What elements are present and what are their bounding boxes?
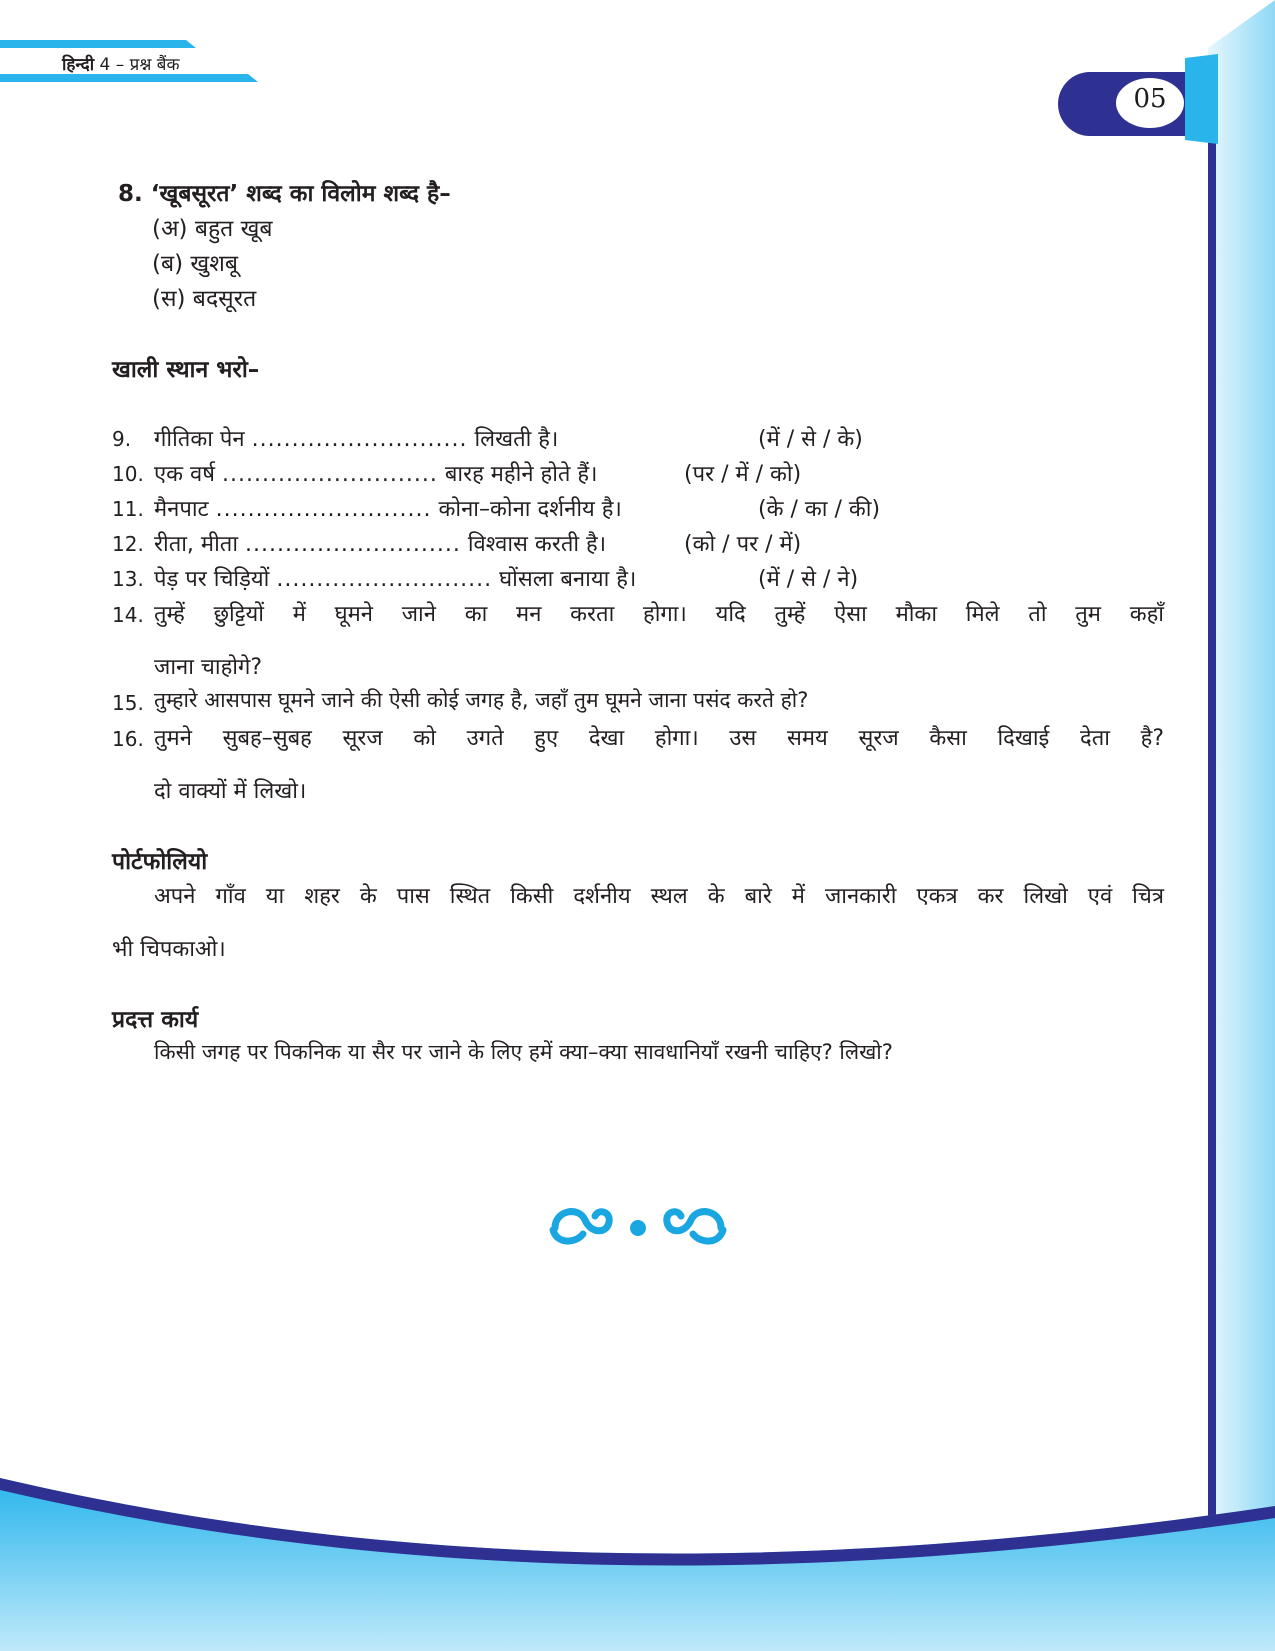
- header-book: प्रश्न बैंक: [129, 55, 180, 75]
- assignment-heading: प्रदत्त कार्य: [112, 1007, 199, 1033]
- fill-blank-sentence: पेड़ पर चिड़ियों ........................... घोंसला बनाया है।: [154, 567, 637, 592]
- fill-blank-number: 13.: [112, 567, 144, 591]
- page-number: 05: [1133, 84, 1167, 114]
- header-subject: हिन्दी: [62, 55, 95, 75]
- header-bar-top: [0, 40, 196, 48]
- fill-blank-sentence: रीता, मीता ........................... विश्वास करती है।: [154, 532, 607, 557]
- question-8-text: ‘खूबसूरत’ शब्द का विलोम शब्द है–: [150, 181, 451, 207]
- fill-blank-choices: (के / का / की): [758, 497, 881, 522]
- fill-blank-sentence: एक वर्ष ........................... बारह महीने होते हैं।: [154, 462, 598, 487]
- assignment-line1: किसी जगह पर पिकनिक या सैर पर जाने के लिए हमें क्या–क्या सावधानियाँ रखनी चाहिए? लिखो?: [154, 1040, 893, 1064]
- header-title: [62, 52, 180, 75]
- fill-blank-sentence: गीतिका पेन ........................... लिखती है।: [154, 427, 559, 452]
- question-8-title: [118, 176, 451, 208]
- question-8-option-c: (स) बदसूरत: [152, 286, 257, 312]
- fill-blanks-heading: खाली स्थान भरो–: [112, 357, 260, 383]
- fill-blank-number: 12.: [112, 532, 144, 556]
- question-14-number: 14.: [112, 603, 144, 627]
- question-14-line2: जाना चाहोगे?: [154, 655, 263, 680]
- fill-blank-choices: (को / पर / में): [684, 532, 802, 557]
- page-tab-ribbon: [1185, 54, 1218, 144]
- portfolio-line2: भी चिपकाओ।: [112, 937, 226, 962]
- question-8-option-b: (ब) खुशबू: [152, 251, 238, 277]
- fill-blank-choices: (में / से / के): [758, 427, 863, 452]
- header-dash: –: [115, 55, 125, 75]
- question-15-text: तुम्हारे आसपास घूमने जाने की ऐसी कोई जगह है, जहाँ तुम घूमने जाना पसंद करते हो?: [154, 688, 809, 712]
- header-grade: 4: [99, 55, 111, 75]
- fill-blank-number: 9.: [112, 427, 132, 451]
- question-8-option-a: (अ) बहुत खूब: [152, 216, 273, 242]
- question-16-line1: तुमने सुबह–सुबह सूरज को उगते हुए देखा होगा। उस समय सूरज कैसा दिखाई देता है?: [154, 726, 1164, 751]
- fill-blank-number: 10.: [112, 462, 144, 486]
- right-dark-stripe: [1208, 140, 1216, 1520]
- decorative-flourish-icon: [545, 1200, 731, 1248]
- fill-blank-sentence: मैनपाट ........................... कोना–कोना दर्शनीय है।: [154, 497, 622, 522]
- question-16-line2: दो वाक्यों में लिखो।: [154, 779, 307, 804]
- right-band: [1208, 0, 1275, 1651]
- question-8-number: 8.: [118, 181, 143, 207]
- question-14-line1: तुम्हें छुट्टियों में घूमने जाने का मन करता होगा। यदि तुम्हें ऐसा मौका मिले तो तुम कहाँ: [154, 602, 1164, 627]
- question-15-number: 15.: [112, 691, 144, 715]
- portfolio-line1: अपने गाँव या शहर के पास स्थित किसी दर्शनीय स्थल के बारे में जानकारी एकत्र कर लिखो एवं चित्र: [154, 884, 1164, 909]
- question-16-number: 16.: [112, 727, 144, 751]
- fill-blank-number: 11.: [112, 497, 144, 521]
- header-bar-bottom: [0, 74, 258, 82]
- fill-blank-choices: (पर / में / को): [684, 462, 802, 487]
- portfolio-heading: पोर्टफोलियो: [112, 849, 208, 875]
- fill-blank-choices: (में / से / ने): [758, 567, 859, 592]
